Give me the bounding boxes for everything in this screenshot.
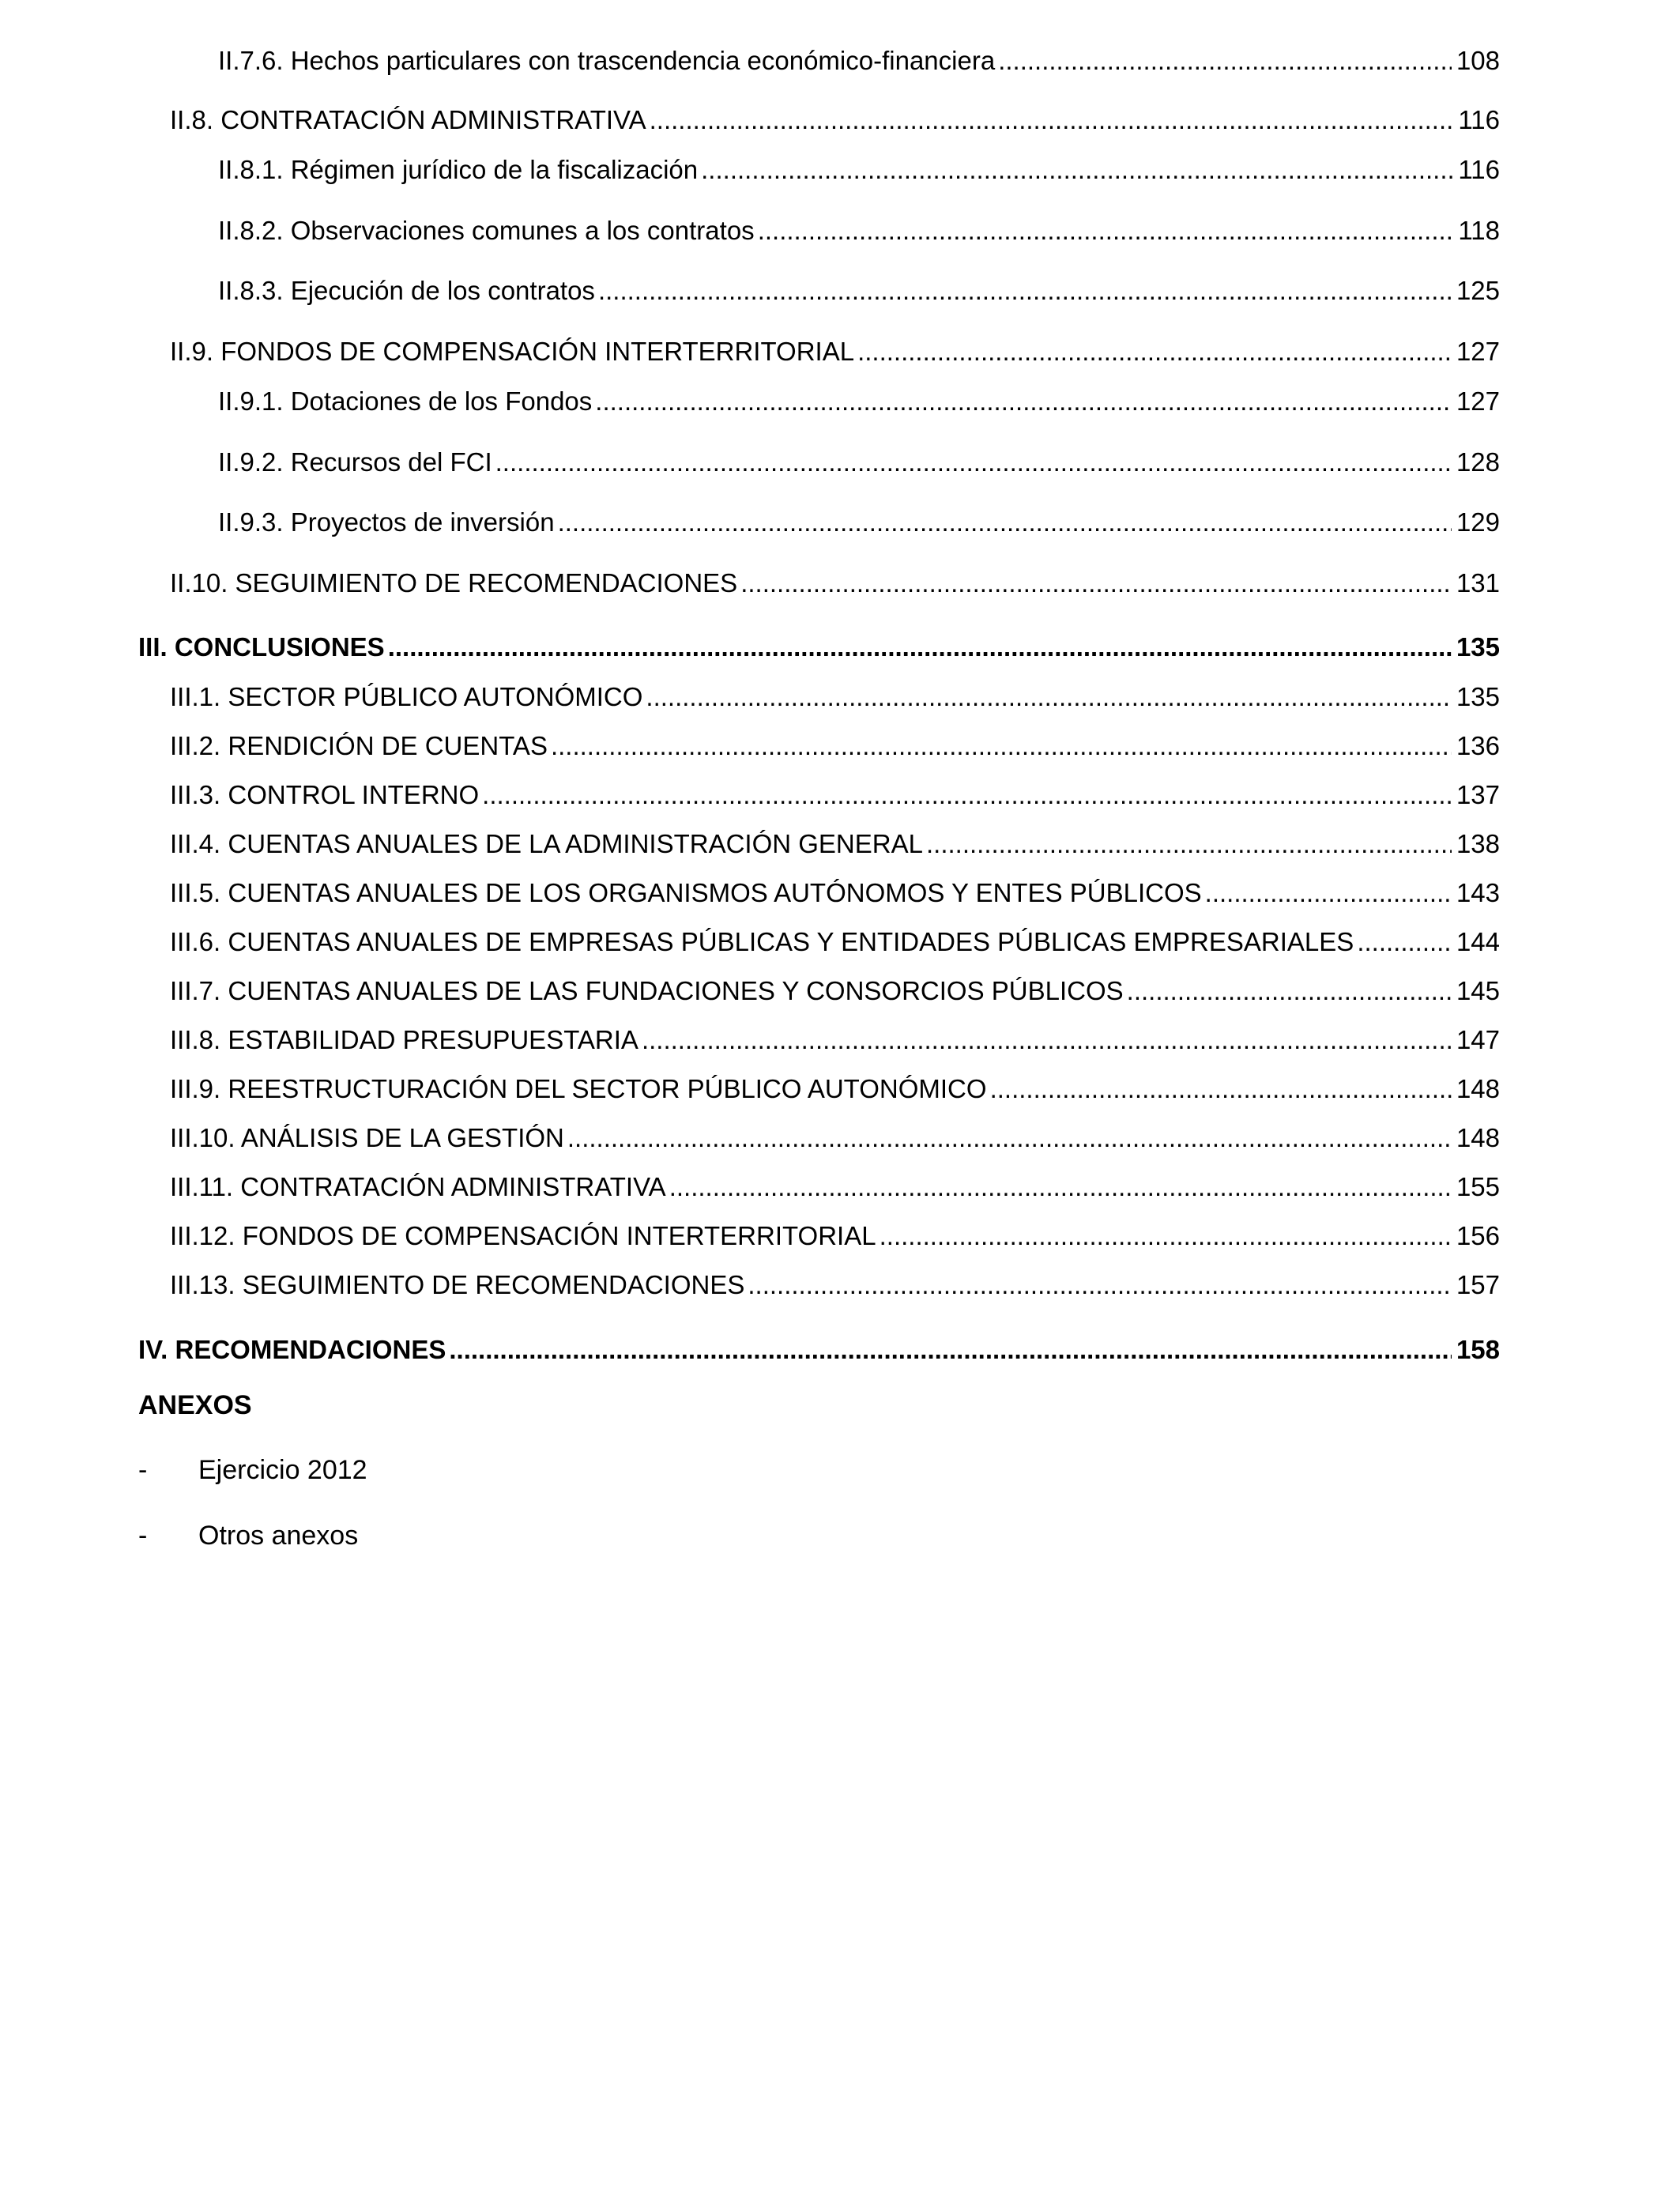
toc-dot-leader — [758, 213, 1454, 248]
toc-entry-page-number: 148 — [1456, 1123, 1500, 1152]
toc-entry-page-number: 125 — [1456, 276, 1500, 305]
toc-entry[interactable] — [170, 1023, 1500, 1057]
toc-entry-title: III.1. SECTOR PÚBLICO AUTONÓMICO — [170, 682, 643, 711]
toc-entry-title: III.2. RENDICIÓN DE CUENTAS — [170, 731, 548, 760]
toc-entry[interactable] — [170, 1072, 1500, 1106]
toc-entry-title: III.5. CUENTAS ANUALES DE LOS ORGANISMOS AUTÓNOMOS Y ENTES PÚBLICOS — [170, 878, 1202, 907]
toc-dot-leader — [646, 680, 1452, 714]
toc-dot-leader — [1205, 876, 1452, 910]
toc-entry-title: II.9. FONDOS DE COMPENSACIÓN INTERTERRITORIAL — [170, 337, 855, 366]
toc-dot-leader — [740, 566, 1452, 601]
toc-entry-title: III.10. ANÁLISIS DE LA GESTIÓN — [170, 1123, 564, 1152]
toc-entry[interactable] — [170, 1121, 1500, 1155]
toc-dot-leader — [669, 1170, 1452, 1204]
toc-entry-page-number: 129 — [1456, 507, 1500, 537]
toc-entry[interactable] — [138, 630, 1500, 665]
toc-entry[interactable] — [170, 1170, 1500, 1204]
toc-entry-page-number: 145 — [1456, 976, 1500, 1005]
toc-entry-title: III.3. CONTROL INTERNO — [170, 780, 480, 809]
toc-entry-page-number: 143 — [1456, 878, 1500, 907]
toc-dot-leader — [551, 729, 1452, 763]
annex-item-label: Otros anexos — [198, 1521, 359, 1551]
toc-entry-title: III.13. SEGUIMIENTO DE RECOMENDACIONES — [170, 1270, 745, 1299]
toc-dot-leader — [567, 1121, 1452, 1155]
toc-entry[interactable] — [170, 778, 1500, 812]
toc-entry-title: III.12. FONDOS DE COMPENSACIÓN INTERTERRITORIAL — [170, 1221, 876, 1250]
toc-dot-leader — [495, 445, 1452, 480]
toc-entry-page-number: 156 — [1456, 1221, 1500, 1250]
annex-item — [138, 1518, 358, 1553]
toc-dot-leader — [701, 153, 1453, 187]
annex-item-label: Ejercicio 2012 — [198, 1455, 367, 1485]
toc-entry-page-number: 148 — [1456, 1074, 1500, 1103]
toc-entry-page-number: 127 — [1456, 337, 1500, 366]
toc-dot-leader — [1357, 925, 1452, 959]
toc-entry[interactable] — [170, 925, 1500, 959]
toc-entry-title: II.8.3. Ejecución de los contratos — [218, 276, 595, 305]
toc-entry[interactable] — [218, 505, 1500, 540]
toc-entry[interactable] — [218, 273, 1500, 308]
annex-item — [138, 1453, 367, 1487]
toc-entry[interactable] — [170, 1268, 1500, 1302]
toc-entry[interactable] — [170, 974, 1500, 1008]
toc-entry[interactable] — [218, 213, 1500, 248]
toc-entry-page-number: 157 — [1456, 1270, 1500, 1299]
toc-entry-page-number: 147 — [1456, 1025, 1500, 1054]
toc-entry-page-number: 136 — [1456, 731, 1500, 760]
toc-entry-title: II.8.2. Observaciones comunes a los contratos — [218, 216, 755, 245]
toc-dot-leader — [1127, 974, 1452, 1008]
toc-entry-page-number: 127 — [1456, 386, 1500, 416]
toc-dot-leader — [857, 334, 1452, 369]
toc-entry[interactable] — [218, 43, 1500, 78]
toc-dot-leader — [748, 1268, 1452, 1302]
toc-entry-page-number: 137 — [1456, 780, 1500, 809]
toc-entry[interactable] — [170, 566, 1500, 601]
annex-bullet: - — [138, 1521, 148, 1551]
toc-dot-leader — [388, 630, 1452, 665]
toc-entry-page-number: 135 — [1456, 682, 1500, 711]
toc-dot-leader — [482, 778, 1452, 812]
toc-entry-title: II.9.1. Dotaciones de los Fondos — [218, 386, 593, 416]
annexes-heading: ANEXOS — [138, 1390, 252, 1420]
toc-entry[interactable] — [170, 334, 1500, 369]
toc-entry-page-number: 116 — [1458, 105, 1500, 134]
toc-entry-page-number: 128 — [1456, 447, 1500, 477]
toc-entry-title: III.6. CUENTAS ANUALES DE EMPRESAS PÚBLICAS Y ENTIDADES PÚBLICAS EMPRESARIALES — [170, 927, 1354, 956]
toc-entry-page-number: 158 — [1456, 1335, 1500, 1364]
toc-entry-title: III. CONCLUSIONES — [138, 632, 385, 662]
toc-entry-title: III.9. REESTRUCTURACIÓN DEL SECTOR PÚBLICO AUTONÓMICO — [170, 1074, 987, 1103]
annex-bullet: - — [138, 1455, 148, 1485]
toc-entry[interactable] — [170, 827, 1500, 861]
toc-dot-leader — [558, 505, 1452, 540]
toc-entry-title: II.10. SEGUIMIENTO DE RECOMENDACIONES — [170, 568, 738, 598]
toc-entry-title: II.9.2. Recursos del FCI — [218, 447, 492, 477]
toc-dot-leader — [990, 1072, 1452, 1106]
toc-dot-leader — [642, 1023, 1452, 1057]
toc-entry[interactable] — [170, 680, 1500, 714]
toc-entry-page-number: 155 — [1456, 1172, 1500, 1201]
toc-dot-leader — [595, 384, 1452, 419]
toc-entry-title: IV. RECOMENDACIONES — [138, 1335, 446, 1364]
toc-entry[interactable] — [218, 153, 1500, 187]
toc-entry-title: III.7. CUENTAS ANUALES DE LAS FUNDACIONES Y CONSORCIOS PÚBLICOS — [170, 976, 1124, 1005]
toc-entry[interactable] — [170, 729, 1500, 763]
toc-entry[interactable] — [170, 1219, 1500, 1253]
toc-entry[interactable] — [170, 103, 1500, 138]
toc-dot-leader — [449, 1333, 1452, 1367]
toc-entry-title: II.9.3. Proyectos de inversión — [218, 507, 555, 537]
toc-entry-title: II.7.6. Hechos particulares con trascendencia económico-financiera — [218, 46, 996, 75]
toc-entry-page-number: 116 — [1458, 155, 1500, 184]
toc-entry-page-number: 135 — [1456, 632, 1500, 662]
toc-entry-title: II.8.1. Régimen jurídico de la fiscalización — [218, 155, 699, 184]
toc-entry-title: III.8. ESTABILIDAD PRESUPUESTARIA — [170, 1025, 638, 1054]
toc-entry-page-number: 131 — [1456, 568, 1500, 598]
toc-entry-page-number: 118 — [1458, 216, 1500, 245]
toc-entry-page-number: 108 — [1456, 46, 1500, 75]
toc-entry-page-number: 138 — [1456, 829, 1500, 858]
toc-dot-leader — [926, 827, 1452, 861]
toc-entry-title: II.8. CONTRATACIÓN ADMINISTRATIVA — [170, 105, 646, 134]
toc-entry-page-number: 144 — [1456, 927, 1500, 956]
toc-entry[interactable] — [218, 445, 1500, 480]
toc-entry[interactable] — [138, 1333, 1500, 1367]
toc-dot-leader — [998, 43, 1452, 78]
toc-dot-leader — [598, 273, 1452, 308]
toc-dot-leader — [880, 1219, 1452, 1253]
toc-entry-title: III.11. CONTRATACIÓN ADMINISTRATIVA — [170, 1172, 666, 1201]
toc-entry[interactable] — [170, 876, 1500, 910]
toc-entry[interactable] — [218, 384, 1500, 419]
toc-entry-title: III.4. CUENTAS ANUALES DE LA ADMINISTRACIÓN GENERAL — [170, 829, 923, 858]
toc-dot-leader — [650, 103, 1454, 138]
